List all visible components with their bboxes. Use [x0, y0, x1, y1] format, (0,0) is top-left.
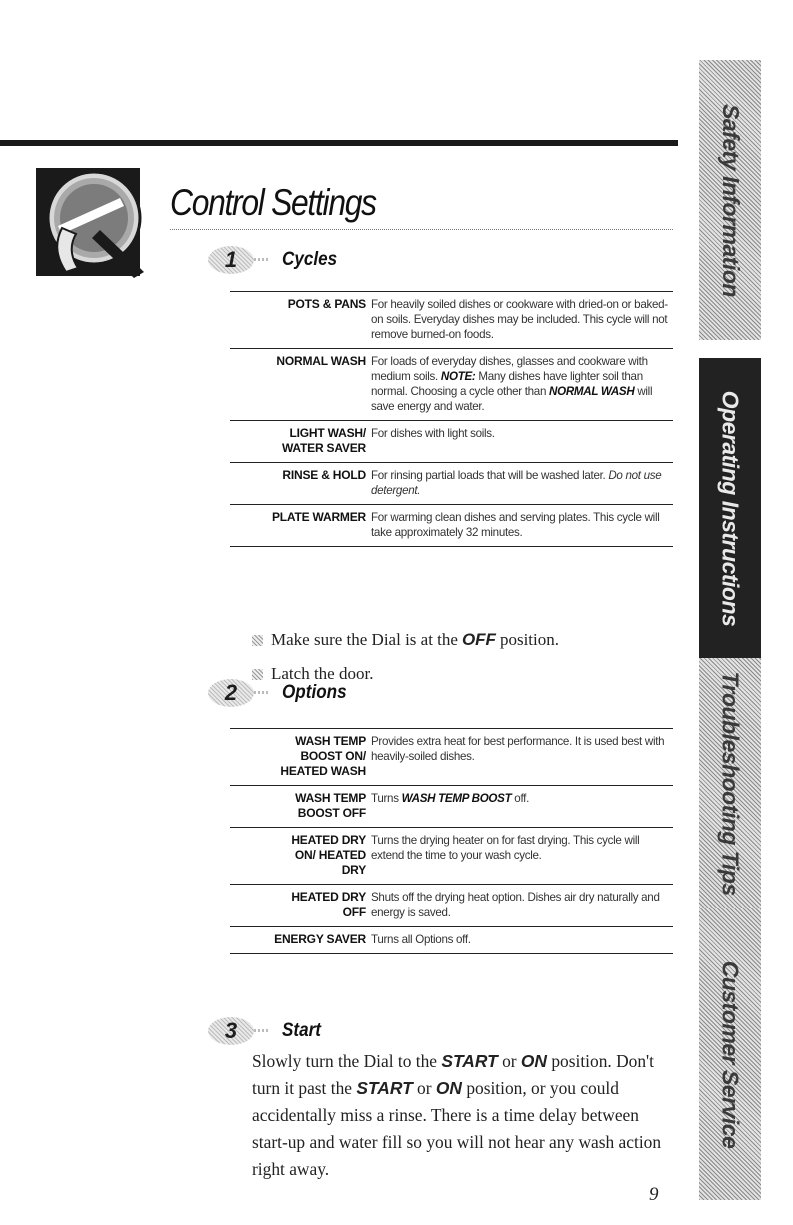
setting-label: LIGHT WASH/ WATER SAVER: [281, 426, 366, 455]
tab-label: Customer Service: [717, 960, 744, 1148]
setting-label: POTS & PANS: [287, 297, 366, 311]
setting-description: For dishes with light soils.: [371, 427, 495, 440]
setting-description: Turns all Options off.: [371, 933, 471, 946]
top-rule: [0, 140, 678, 146]
side-tabs: [699, 60, 761, 1200]
setting-label: RINSE & HOLD: [282, 468, 366, 482]
start-heading: Start: [282, 1020, 321, 1041]
table-row: [230, 421, 673, 463]
tab-label: Troubleshooting Tips: [717, 670, 744, 896]
options-table: [230, 728, 673, 954]
tab-label: Operating Instructions: [717, 390, 744, 626]
step-1-header: [208, 243, 343, 277]
table-row: [230, 828, 673, 885]
tab-label: Safety Information: [717, 103, 744, 297]
setting-label: PLATE WARMER: [271, 510, 366, 524]
setting-description: Turns WASH TEMP BOOST off.: [371, 792, 529, 805]
bullet-icon: [252, 635, 263, 646]
page-title: Control Settings: [170, 182, 376, 223]
bullet-latch-door: Latch the door.: [252, 664, 373, 684]
setting-label: WASH TEMP BOOST OFF: [295, 791, 366, 820]
page-number: 9: [649, 1184, 659, 1205]
step-3-badge: 3: [208, 1017, 254, 1045]
setting-label: ENERGY SAVER: [274, 932, 366, 946]
table-row: [230, 786, 673, 828]
bullet-dial-off: Make sure the Dial is at the OFF position.: [252, 630, 559, 650]
table-row: [230, 463, 673, 505]
table-row: [230, 349, 673, 421]
table-row: [230, 729, 673, 786]
start-instructions: Slowly turn the Dial to the START or ON position. Don't turn it past the START or ON position, or you could accidentally miss a rinse. There is a time delay between start-up and water fill so you will not hear any wash action right away.: [252, 1051, 662, 1179]
setting-description: For warming clean dishes and serving plates. This cycle will take approximately 32 minutes.: [371, 511, 660, 539]
step-3-header: [208, 1014, 325, 1048]
tab-operating-instructions[interactable]: [699, 358, 761, 658]
table-row: [230, 885, 673, 927]
setting-label: HEATED DRY OFF: [291, 890, 366, 919]
table-row: [230, 927, 673, 954]
setting-description: Turns the drying heater on for fast drying. This cycle will extend the time to your wash cycle.: [371, 834, 640, 862]
control-dial-icon: [36, 168, 151, 283]
setting-description: For heavily soiled dishes or cookware with dried-on or baked-on soils. Everyday dishes may be included. This cycle will not remove burned-on foods.: [371, 298, 668, 341]
options-heading: Options: [282, 682, 347, 703]
title-rule: [170, 229, 673, 230]
setting-label: HEATED DRY ON/ HEATED DRY: [291, 833, 366, 877]
setting-label: NORMAL WASH: [276, 354, 366, 368]
step-2-badge: 2: [208, 679, 254, 707]
setting-label: WASH TEMP BOOST ON/ HEATED WASH: [280, 734, 366, 778]
cycles-heading: Cycles: [282, 249, 338, 270]
table-row: [230, 505, 673, 547]
setting-description: Shuts off the drying heat option. Dishes air dry naturally and energy is saved.: [371, 891, 660, 919]
setting-description: Provides extra heat for best performance. It is used best with heavily-soiled dishes.: [371, 735, 665, 763]
tab-troubleshooting-tips[interactable]: [699, 658, 761, 908]
setting-description: For loads of everyday dishes, glasses and cookware with medium soils. NOTE: Many dishes have lighter soil than normal. Choosing a cycle other than NORMAL WASH will save energy and water.: [371, 355, 653, 413]
setting-description: For rinsing partial loads that will be washed later. Do not use detergent.: [371, 469, 662, 497]
cycles-table: [230, 291, 673, 547]
table-row: [230, 292, 673, 349]
tab-safety-information[interactable]: [699, 60, 761, 340]
tab-customer-service[interactable]: [699, 908, 761, 1200]
step-1-badge: 1: [208, 246, 254, 274]
step-2-header: [208, 676, 354, 710]
